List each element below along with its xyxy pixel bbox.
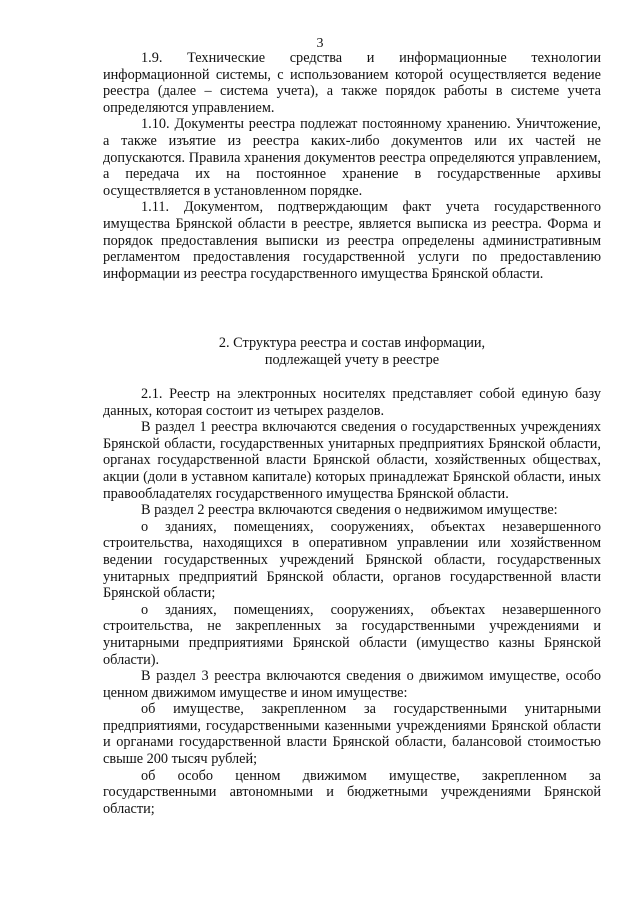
paragraph-razdel-2-item-a: о зданиях, помещениях, сооружениях, объектах незавершенного строительства, находящихся в оперативном управлении или хозяйственном ведении государственных учреждений Брянской области, государственных унитарных предприятий Брянской области, органов государственной власти Брянской области;: [103, 518, 601, 602]
paragraph-razdel-1: В раздел 1 реестра включаются сведения о государственных учреждениях Брянской области, государственных унитарных предприятиях Брянской области, органах государственной власти Брянской области, хозяйственных обществах, акции (доли в уставном капитале) которых принадлежат Брянской области, иных правообладателях государственного имущества Брянской области.: [103, 419, 601, 502]
page-number: 3: [316, 36, 324, 51]
section-2-body: [103, 386, 601, 817]
paragraph-1-10: 1.10. Документы реестра подлежат постоянному хранению. Уничтожение, а также изъятие из реестра каких-либо документов или их частей не допускаются. Правила хранения документов реестра определяются управлением, а передача их на постоянное хранение в государственные архивы осуществляется в установленном порядке.: [103, 116, 601, 199]
paragraph-razdel-3: В раздел 3 реестра включаются сведения о движимом имуществе, особо ценном движимом имуществе и ином имуществе:: [103, 668, 601, 701]
section-2-heading: [103, 335, 601, 369]
section-1-body: [103, 50, 601, 282]
paragraph-razdel-3-item-b: об особо ценном движимом имуществе, закрепленном за государственными автономными и бюджетными учреждениями Брянской области;: [103, 767, 601, 817]
section-2-heading-line-2: подлежащей учету в реестре: [264, 352, 440, 368]
paragraph-1-9: 1.9. Технические средства и информационные технологии информационной системы, с использованием которой осуществляется ведение реестра (далее – система учета), а также порядок работы в системе учета определяются управлением.: [103, 50, 601, 116]
section-2-heading-line-1: 2. Структура реестра и состав информации,: [218, 335, 486, 351]
paragraph-razdel-2: В раздел 2 реестра включаются сведения о недвижимом имуществе:: [141, 502, 558, 519]
paragraph-1-11: 1.11. Документом, подтверждающим факт учета государственного имущества Брянской области в реестре, является выписка из реестра. Форма и порядок предоставления выписки из реестра определены административным регламентом предоставления государственной услуги по предоставлению информации из реестра государственного имущества Брянской области.: [103, 199, 601, 282]
paragraph-razdel-3-item-a: об имуществе, закрепленном за государственными унитарными предприятиями, государственными казенными учреждениями Брянской области и органами государственной власти Брянской области, балансовой стоимостью свыше 200 тысяч рублей;: [103, 701, 601, 768]
paragraph-2-1: 2.1. Реестр на электронных носителях представляет собой единую базу данных, которая состоит из четырех разделов.: [103, 386, 601, 419]
paragraph-razdel-2-item-b: о зданиях, помещениях, сооружениях, объектах незавершенного строительства, не закрепленных за государственными учреждениями и унитарными предприятиями Брянской области (имущество казны Брянской области).: [103, 601, 601, 668]
